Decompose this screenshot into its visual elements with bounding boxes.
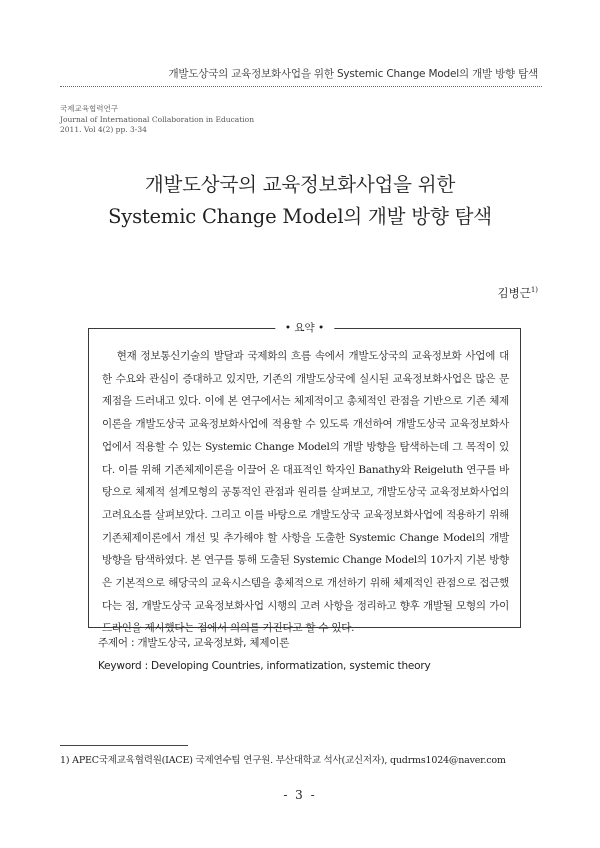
author-name: 김병근 — [497, 286, 531, 300]
journal-name-english: Journal of International Collaboration in Education — [60, 114, 255, 124]
journal-name-korean: 국제교육협력연구 — [60, 104, 118, 113]
abstract-box — [88, 322, 521, 635]
header-divider — [60, 86, 542, 87]
footnote: 1) APEC국제교육협력원(IACE) 국제연수팀 연구원. 부산대학교 석사(교신저자), qudrms1024@naver.com — [60, 755, 506, 766]
abstract-text: 현재 정보통신기술의 발달과 국제화의 흐름 속에서 개발도상국의 교육정보화 사업에 대한 수요와 관심이 증대하고 있지만, 기존의 개발도상국에 실시된 교육정보화사업은 많은 문제점을 드러내고 있다. 이에 본 연구에서는 체제적이고 총체적인 관점을 기반으로 기존 체제이론을 개발도상국 교육정보화사업에 적용할 수 있도록 개선하여 개발도상국 교육정보화사업에서 적용할 수 있는 Systemic Change Model의 개발 방향을 탐색하는데 그 목적이 있다. 이를 위해 기존체제이론을 이끌어 온 대표적인 학자인 Banathy와 Reigeluth 연구를 바탕으로 체제적 설계모형의 공통적인 관점과 원리를 살펴보고, 개발도상국 교육정보화사업의 고려요소를 살펴보았다. 그리고 이를 바탕으로 개발도상국 교육정보화사업에 적용하기 위해 기존체제이론에서 개선 및 추가해야 할 사항을 도출한 Systemic Change Model의 개발 방향을 탐색하였다. 본 연구를 통해 도출된 Systemic Change Model의 10가지 기본 방향은 기본적으로 해당국의 교육시스템을 총체적으로 개선하기 위해 체제적인 관점으로 접근했다는 점, 개발도상국 교육정보화사업 시행의 고려 사항을 정리하고 향후 개발될 모형의 가이드라인을 제시했다는 점에서 의의를 가진다고 할 수 있다. — [102, 350, 509, 635]
author — [497, 285, 538, 301]
journal-volume: 2011. Vol 4(2) pp. 3-34 — [60, 125, 147, 134]
abstract-body — [102, 345, 509, 640]
keywords — [98, 632, 431, 678]
keywords-english: Keyword : Developing Countries, informatization, systemic theory — [98, 660, 431, 672]
journal-info — [60, 104, 254, 136]
abstract-label: • 요약 • — [275, 321, 334, 335]
author-footnote-marker: 1) — [530, 286, 538, 295]
keywords-korean: 주제어 : 개발도상국, 교육정보화, 체제이론 — [98, 637, 290, 649]
page-number: - 3 - — [283, 788, 317, 802]
paper-title — [60, 169, 540, 233]
title-line-2: Systemic Change Model의 개발 방향 탐색 — [108, 205, 492, 228]
title-line-1: 개발도상국의 교육정보화사업을 위한 — [144, 173, 456, 196]
running-header: 개발도상국의 교육정보화사업을 위한 Systemic Change Model의 개발 방향 탐색 — [168, 68, 538, 80]
footnote-divider — [60, 745, 188, 746]
